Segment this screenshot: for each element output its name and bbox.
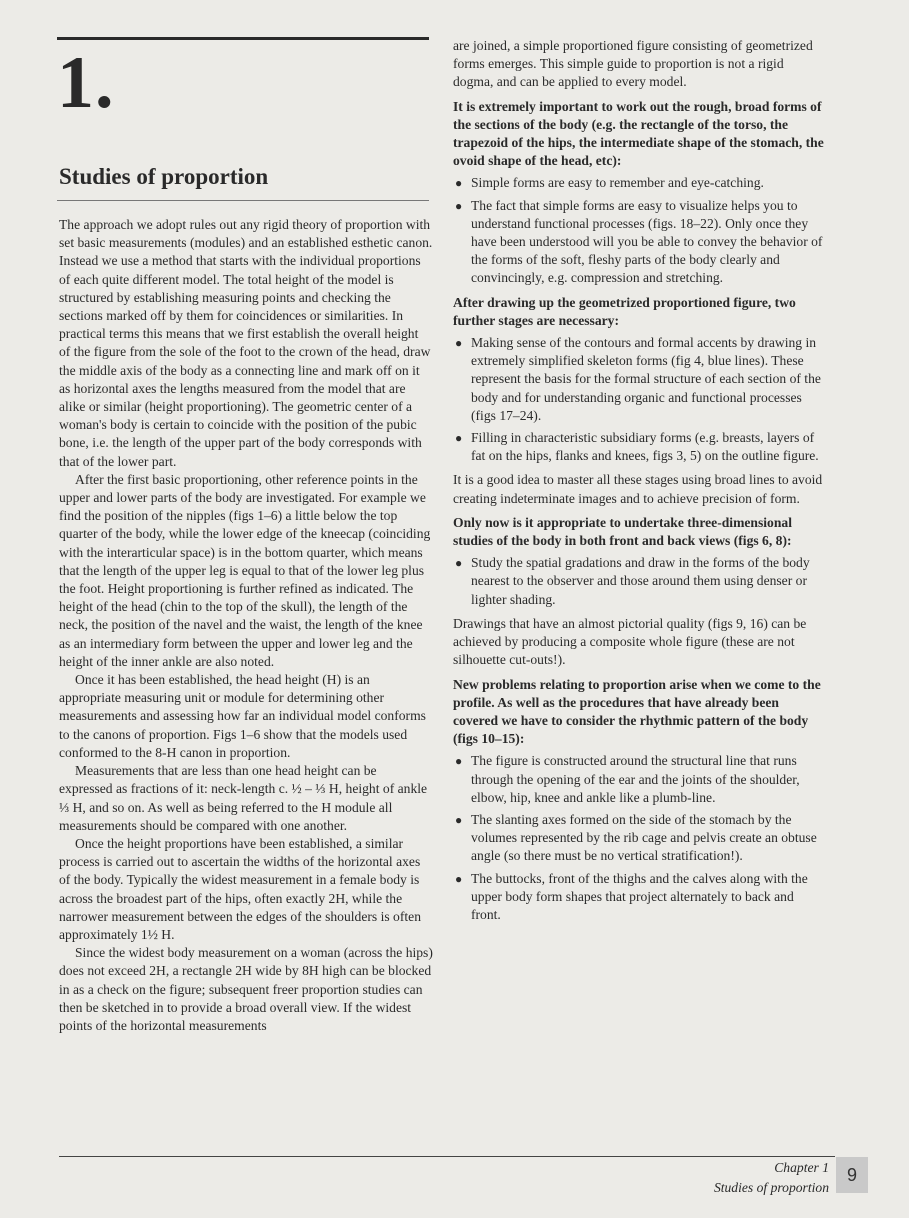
list-item (453, 554, 825, 609)
bullet-icon: ● (455, 556, 463, 571)
list-item-text: Study the spatial gradations and draw in the forms of the body nearest to the observer and those around them using denser or lighter shading. (471, 555, 810, 607)
list-item (453, 870, 825, 925)
list-item (453, 197, 825, 288)
paragraph: Measurements that are less than one head height can be expressed as fractions of it: neck-length c. ½ – ⅓ H, height of ankle ⅓ H, and so on. As well as being referred to the H module all measurements should be compared with one another. (59, 763, 428, 833)
bullet-icon: ● (455, 198, 463, 213)
title-rule (57, 200, 429, 201)
bold-paragraph: It is extremely important to work out the rough, broad forms of the sections of the body (e.g. the rectangle of the torso, the trapezoid of the hips, the intermediate shape of the stomach, the ovoid shape of the head, etc): (453, 98, 824, 169)
footer-chapter-title: Studies of proportion (713, 1180, 829, 1195)
paragraph: are joined, a simple proportioned figure consisting of geometrized forms emerges. This simple guide to proportion is not a rigid dogma, and can be applied to every model. (453, 38, 813, 90)
list-item-text: Simple forms are easy to remember and eye-catching. (471, 175, 764, 191)
bold-paragraph: After drawing up the geometrized proportioned figure, two further stages are necessary: (453, 294, 796, 328)
paragraph: Drawings that have an almost pictorial quality (figs 9, 16) can be achieved by producing a composite whole figure (these are not silhouette cut-outs!). (453, 615, 807, 668)
footer-rule (59, 1156, 835, 1157)
list-item-text: The buttocks, front of the thighs and the calves along with the upper body form shapes that project alternately to back and front. (471, 870, 808, 922)
bullet-list (453, 334, 825, 465)
bullet-icon: ● (455, 812, 463, 827)
list-item-text: Filling in characteristic subsidiary forms (e.g. breasts, layers of fat on the hips, flanks and knees, figs 3, 5) on the outline figure. (471, 430, 819, 464)
bullet-list (453, 174, 825, 287)
paragraph: It is a good idea to master all these stages using broad lines to avoid creating indeterminate images and to achieve precision of form. (453, 472, 823, 506)
bullet-icon: ● (455, 871, 463, 886)
page-number: 9 (836, 1157, 868, 1193)
top-rule (57, 37, 429, 40)
list-item-text: The fact that simple forms are easy to visualize helps you to understand functional processes (figs. 18–22). Only once they have been understood will you be able to convey the behavior of the forms of the soft, fleshy parts of the body clearly and convincingly, e.g. compression and stretching. (471, 197, 823, 286)
bullet-icon: ● (455, 336, 463, 351)
left-column (59, 216, 433, 1035)
paragraph: The approach we adopt rules out any rigid theory of proportion with set basic measurements (modules) and an established esthetic canon. Instead we use a method that starts with the individual proportions of each quite different model. The total height of the model is structured by establishing measuring points and checking the sections marked off by them for coincidences or similarities. In practical terms this means that we first establish the overall height of the figure from the sole of the foot to the crown of the head, draw the middle axis of the body as a connecting line and mark off on it as horizontal axes the lengths measured from the model that are alike or similar (height proportioning). The geometric center of a woman's body is certain to coincide with the position of the pubic bone, i.e. the length of the upper part of the body corresponds with that of the lower part. (59, 217, 433, 469)
list-item (453, 752, 825, 807)
bold-paragraph: New problems relating to proportion arise when we come to the profile. As well as the procedures that have already been covered we have to consider the rhythmic pattern of the body (figs 10–15): (453, 676, 821, 747)
list-item (453, 174, 825, 192)
list-item (453, 429, 825, 465)
list-item-text: The slanting axes formed on the side of the stomach by the volumes represented by the rib cage and pelvis create an obtuse angle (so there must be no vertical stratification!). (471, 811, 817, 864)
list-item-text: The figure is constructed around the structural line that runs through the opening of the ear and the joints of the shoulder, elbow, hip, knee and ankle like a plumb-line. (471, 753, 800, 805)
bullet-list (453, 554, 825, 609)
list-item (453, 334, 825, 425)
bold-paragraph: Only now is it appropriate to undertake three-dimensional studies of the body in both front and back views (figs 6, 8): (453, 514, 792, 549)
bullet-icon: ● (455, 431, 463, 446)
list-item (453, 811, 825, 866)
paragraph: Once the height proportions have been established, a similar process is carried out to ascertain the widths of the horizontal axes of the body. Typically the widest measurement in a female body is across the broadest part of the hips, often exactly 2H, while the narrower measurement between the edges of the shoulders is often approximately 1½ H. (59, 835, 421, 942)
paragraph: Since the widest body measurement on a woman (across the hips) does not exceed 2H, a rectangle 2H wide by 8H high can be blocked in as a check on the figure; subsequent freer proportion studies can then be sketched in to provide a broad overall view. If the widest points of the horizontal measurements (59, 945, 433, 1033)
section-title: Studies of proportion (59, 164, 269, 189)
bullet-icon: ● (455, 176, 463, 191)
right-column (453, 37, 825, 930)
list-item-text: Making sense of the contours and formal accents by drawing in extremely simplified skeleton forms (fig 4, blue lines). These represent the basis for the formal structure of each section of the body and for understanding organic and functional processes (figs 17–24). (471, 335, 821, 423)
chapter-number: 1. (57, 42, 115, 124)
bullet-list (453, 752, 825, 924)
bullet-icon: ● (455, 754, 463, 769)
paragraph: Once it has been established, the head height (H) is an appropriate measuring unit or module for determining other measurements and assessing how far an individual model conforms to the canons of proportion. Figs 1–6 show that the models used conformed to the 8-H canon in proportion. (59, 672, 426, 760)
paragraph: After the first basic proportioning, other reference points in the upper and lower parts of the body are investigated. For example we find the position of the nipples (figs 1–6) a little below the top quarter of the body, while the lower edge of the kneecap (coinciding with the interarticular space) is in the bottom quarter, which means that the length of the upper leg is equal to that of the lower leg plus the foot. Height proportioning is further refined as indicated. The height of the head (chin to the top of the skull), the length of the neck, the position of the navel and the waist, the length of the knee as an intermediary form between the upper and lower leg and the height of the inner ankle are also noted. (59, 471, 431, 669)
footer-chapter-label: Chapter 1 (774, 1160, 829, 1175)
